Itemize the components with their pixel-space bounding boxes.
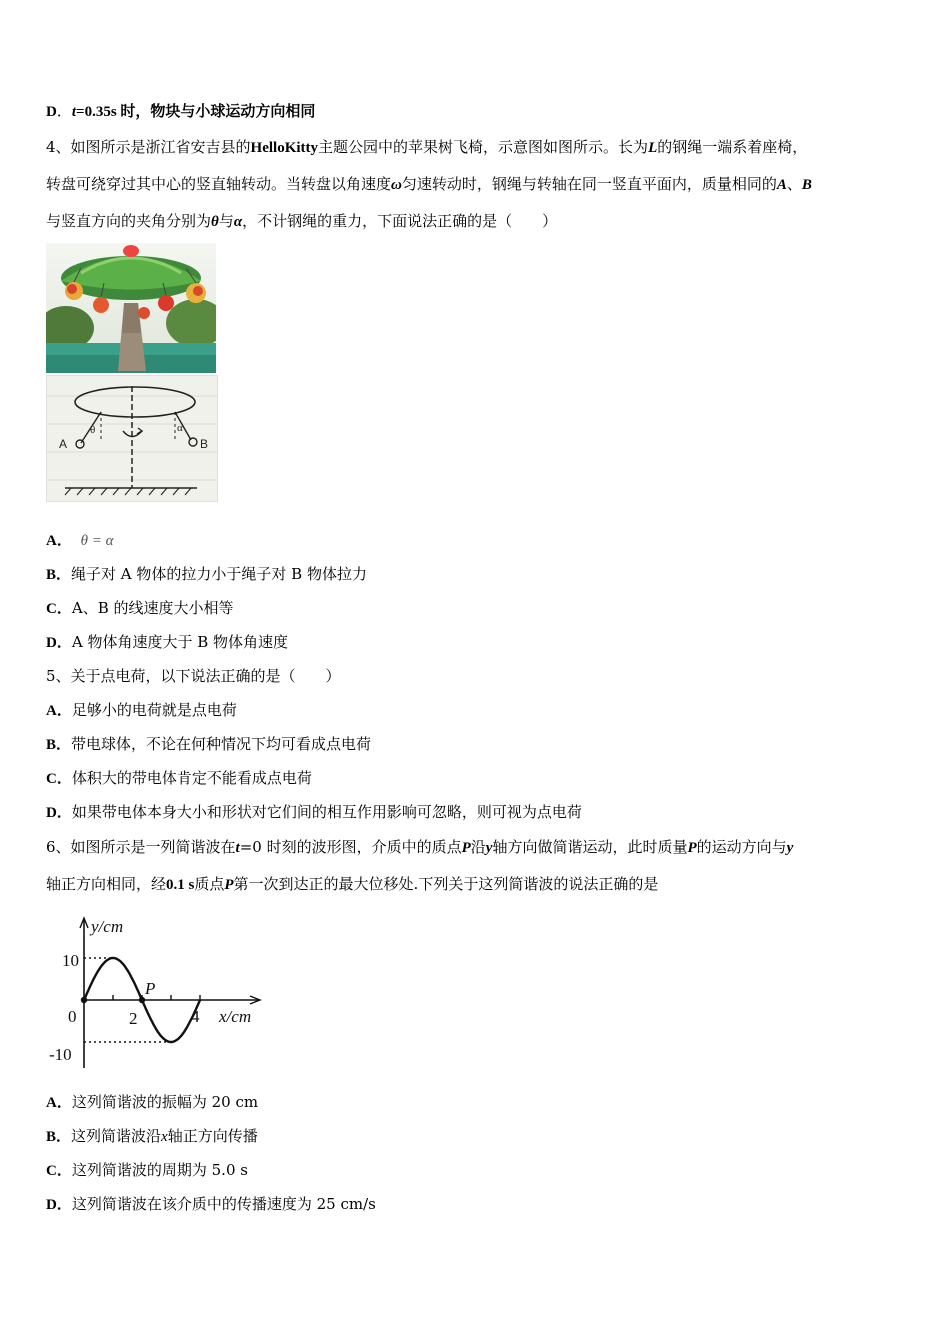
wave-graph — [44, 910, 269, 1075]
q4-option-a: A． θ = α — [46, 533, 114, 549]
q5-option-b: B．带电球体，不论在何种情况下均可看成点电荷 — [46, 735, 372, 753]
point-p-label: P — [145, 979, 156, 998]
x-tick-4: 4 — [191, 1007, 200, 1026]
origin-label: 0 — [68, 1007, 77, 1026]
q4-stem-line1: 4、如图所示是浙江省安吉县的HelloKitty主题公园中的苹果树飞椅，示意图如图所示。长为L的钢绳一端系着座椅， — [46, 138, 808, 156]
q3-option-d: D．t=0.35s 时，物块与小球运动方向相同 — [46, 102, 316, 120]
q5-stem: 5、关于点电荷，以下说法正确的是（ ） — [46, 667, 341, 685]
sketch-label-b: B — [200, 437, 209, 451]
q4-stem-line2: 转盘可绕穿过其中心的竖直轴转动。当转盘以角速度ω匀速转动时，钢绳与转轴在同一竖直平面内，质量相同的A、B — [46, 175, 812, 193]
y-tick-top: 10 — [62, 951, 79, 970]
q6-option-b: B．这列简谐波沿x轴正方向传播 — [46, 1127, 258, 1145]
swing-sketch-diagram — [46, 375, 218, 502]
origin-point — [81, 997, 87, 1003]
sketch-label-alpha: α — [177, 422, 183, 434]
x-tick-2: 2 — [129, 1009, 138, 1028]
q5-option-d: D．如果带电体本身大小和形状对它们间的相互作用影响可忽略，则可视为点电荷 — [46, 803, 582, 821]
x-axis-label: x/cm — [219, 1007, 252, 1026]
q6-option-a: A．这列简谐波的振幅为 20 cm — [46, 1093, 259, 1111]
y-tick-bottom: -10 — [49, 1045, 72, 1064]
q6-option-d: D．这列简谐波在该介质中的传播速度为 25 cm/s — [46, 1195, 376, 1213]
apple-tree-swing-illustration — [46, 243, 216, 373]
q4-stem-line3: 与竖直方向的夹角分别为θ与α，不计钢绳的重力，下面说法正确的是（ ） — [46, 212, 558, 230]
swing-sketch-svg — [47, 376, 217, 501]
q4-option-d: D．A 物体角速度大于 B 物体角速度 — [46, 633, 289, 651]
ground-hatching — [65, 488, 191, 495]
sketch-label-theta: θ — [90, 424, 96, 436]
q5-option-a: A．足够小的电荷就是点电荷 — [46, 701, 237, 719]
q4-option-c: C．A、B 的线速度大小相等 — [46, 599, 234, 617]
wave-graph-svg — [44, 910, 269, 1075]
q4-option-b: B．绳子对 A 物体的拉力小于绳子对 B 物体拉力 — [46, 565, 367, 583]
q6-stem-line1: 6、如图所示是一列简谐波在t=0 时刻的波形图，介质中的质点P沿y轴方向做简谐运动，此时质量P的运动方向与y — [46, 838, 794, 856]
sketch-label-a: A — [59, 437, 68, 451]
q6-option-c: C．这列简谐波的周期为 5.0 s — [46, 1161, 248, 1179]
apple-tree-swing-photo — [46, 243, 216, 373]
y-axis-label: y/cm — [91, 917, 124, 936]
q6-stem-line2: 轴正方向相同，经0.1 s质点P第一次到达正的最大位移处.下列关于这列简谐波的说法正确的是 — [46, 875, 659, 893]
q5-option-c: C．体积大的带电体肯定不能看成点电荷 — [46, 769, 312, 787]
